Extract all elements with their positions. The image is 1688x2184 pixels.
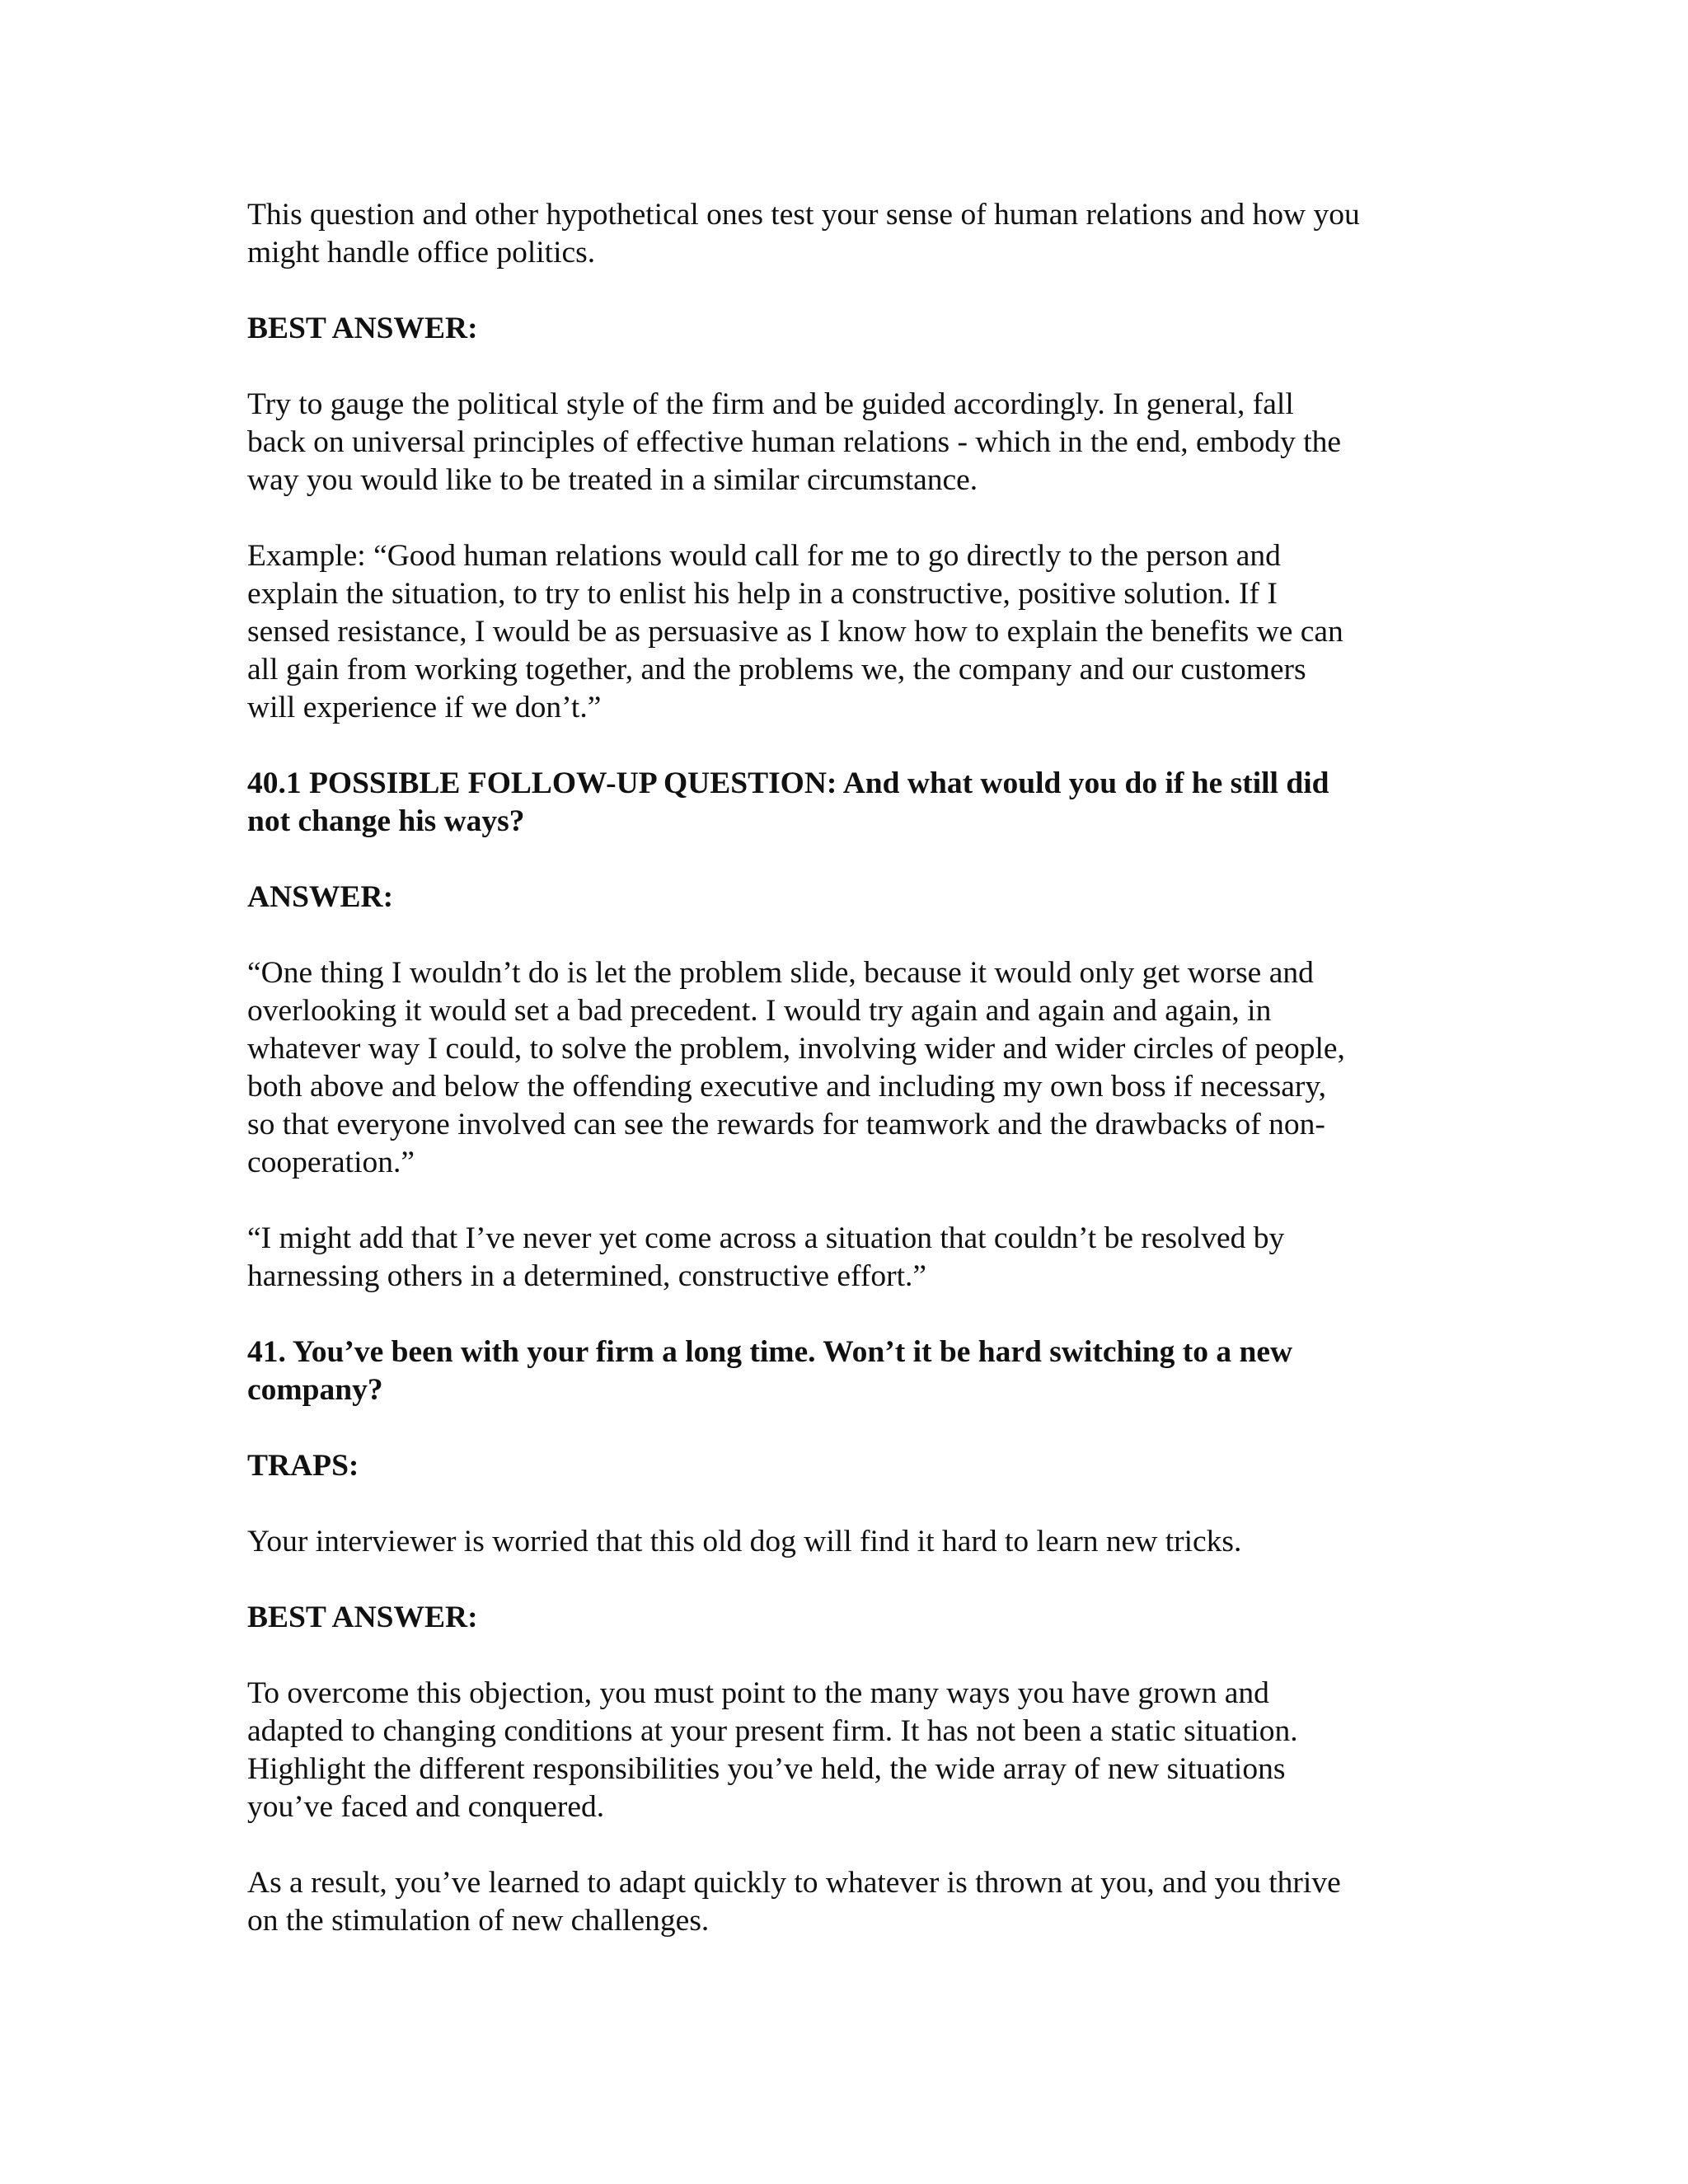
heading-line: company?	[247, 1373, 383, 1407]
intro-paragraph	[247, 196, 1451, 272]
best-answer-heading-2	[247, 1599, 1451, 1637]
text-line: so that everyone involved can see the rewards for teamwork and the drawbacks of non-	[247, 1108, 1325, 1141]
text-line: sensed resistance, I would be as persuasive as I know how to explain the benefits we can	[247, 615, 1343, 649]
traps-heading	[247, 1447, 1451, 1485]
answer-heading	[247, 879, 1451, 916]
text-line: way you would like to be treated in a similar circumstance.	[247, 463, 978, 497]
text-line: harnessing others in a determined, constructive effort.”	[247, 1259, 927, 1293]
document-body	[247, 196, 1451, 1940]
heading-line: 40.1 POSSIBLE FOLLOW-UP QUESTION: And what would you do if he still did	[247, 766, 1329, 800]
text-line: on the stimulation of new challenges.	[247, 1904, 710, 1938]
text-line: Highlight the different responsibilities you’ve held, the wide array of new situations	[247, 1752, 1286, 1786]
text-line: Example: “Good human relations would call for me to go directly to the person and	[247, 539, 1281, 573]
text-line: all gain from working together, and the problems we, the company and our customers	[247, 653, 1306, 687]
text-line: you’ve faced and conquered.	[247, 1790, 605, 1824]
text-line: will experience if we don’t.”	[247, 691, 602, 724]
best-answer-heading	[247, 310, 1451, 348]
text-line: “I might add that I’ve never yet come across a situation that couldn’t be resolved by	[247, 1221, 1285, 1255]
overcome-objection-paragraph	[247, 1675, 1451, 1826]
heading-line: BEST ANSWER:	[247, 312, 478, 345]
text-line: As a result, you’ve learned to adapt quickly to whatever is thrown at you, and you thrive	[247, 1866, 1341, 1900]
conclusion-paragraph	[247, 1864, 1451, 1940]
example-paragraph	[247, 537, 1451, 727]
text-line: back on universal principles of effective human relations - which in the end, embody the	[247, 425, 1342, 459]
heading-line: not change his ways?	[247, 804, 525, 838]
question-41-heading	[247, 1333, 1451, 1409]
guidance-paragraph	[247, 386, 1451, 499]
heading-line: BEST ANSWER:	[247, 1601, 478, 1634]
text-line: adapted to changing conditions at your present firm. It has not been a static situation.	[247, 1714, 1298, 1748]
heading-line: TRAPS:	[247, 1449, 359, 1483]
follow-up-question-heading	[247, 765, 1451, 841]
text-line: overlooking it would set a bad precedent. I would try again and again and again, in	[247, 994, 1272, 1028]
text-line: To overcome this objection, you must point to the many ways you have grown and	[247, 1676, 1269, 1710]
text-line: Try to gauge the political style of the firm and be guided accordingly. In general, fall	[247, 387, 1294, 421]
heading-line: 41. You’ve been with your firm a long time. Won’t it be hard switching to a new	[247, 1335, 1293, 1369]
text-line: cooperation.”	[247, 1146, 415, 1179]
text-line: Your interviewer is worried that this old dog will find it hard to learn new tricks.	[247, 1525, 1242, 1558]
heading-line: ANSWER:	[247, 880, 394, 914]
text-line: “One thing I wouldn’t do is let the problem slide, because it would only get worse and	[247, 956, 1314, 990]
text-line: whatever way I could, to solve the problem, involving wider and wider circles of people,	[247, 1032, 1345, 1066]
text-line: This question and other hypothetical ones test your sense of human relations and how you	[247, 198, 1360, 232]
text-line: explain the situation, to try to enlist his help in a constructive, positive solution. If I	[247, 577, 1278, 611]
text-line: might handle office politics.	[247, 236, 596, 269]
answer-paragraph	[247, 954, 1451, 1182]
text-line: both above and below the offending executive and including my own boss if necessary,	[247, 1070, 1327, 1104]
addendum-paragraph	[247, 1220, 1451, 1296]
traps-paragraph	[247, 1523, 1451, 1561]
